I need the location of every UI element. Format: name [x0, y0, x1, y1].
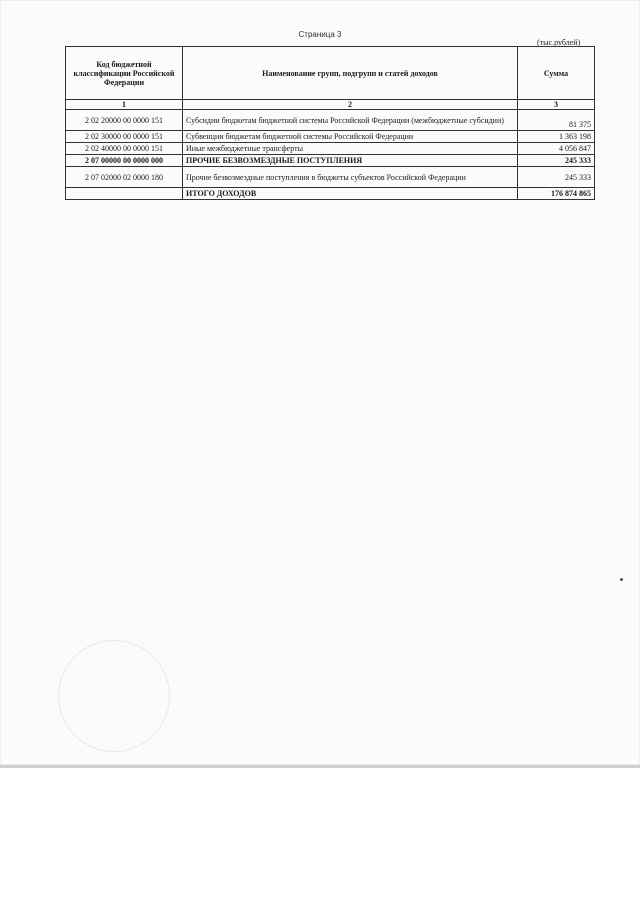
total-row — [66, 188, 595, 200]
row-name: Прочие безвозмездные поступления в бюджеты субъектов Российской Федерации — [183, 167, 518, 188]
row-sum: 81 375 — [518, 110, 595, 131]
header-code: Код бюджетной классификации Российской Федерации — [66, 47, 183, 100]
table-row — [66, 155, 595, 167]
row-sum: 1 363 198 — [518, 131, 595, 143]
row-code: 2 07 02000 02 0000 180 — [66, 167, 183, 188]
column-number: 2 — [183, 100, 518, 110]
table-row — [66, 143, 595, 155]
page-label: Страница 3 — [298, 30, 342, 39]
scan-speck — [620, 578, 623, 581]
total-sum: 176 874 865 — [518, 188, 595, 200]
row-name: Иные межбюджетные трансферты — [183, 143, 518, 155]
row-sum: 245 333 — [518, 155, 595, 167]
row-code: 2 02 40000 00 0000 151 — [66, 143, 183, 155]
table-row — [66, 131, 595, 143]
total-name: ИТОГО ДОХОДОВ — [183, 188, 518, 200]
faint-stamp — [58, 640, 170, 752]
row-sum: 245 333 — [518, 167, 595, 188]
row-name: ПРОЧИЕ БЕЗВОЗМЕЗДНЫЕ ПОСТУПЛЕНИЯ — [183, 155, 518, 167]
row-code: 2 07 00000 00 0000 000 — [66, 155, 183, 167]
row-code: 2 02 20000 00 0000 151 — [66, 110, 183, 131]
header-name: Наименование групп, подгрупп и статей доходов — [183, 47, 518, 100]
table-row — [66, 167, 595, 188]
header-sum: Сумма — [518, 47, 595, 100]
row-name: Субвенции бюджетам бюджетной системы Российской Федерации — [183, 131, 518, 143]
column-number: 1 — [66, 100, 183, 110]
table-row — [66, 110, 595, 131]
table-header-row — [66, 47, 595, 100]
row-code: 2 02 30000 00 0000 151 — [66, 131, 183, 143]
row-sum: 4 056 847 — [518, 143, 595, 155]
total-code — [66, 188, 183, 200]
column-number-row — [66, 100, 595, 110]
column-number: 3 — [518, 100, 595, 110]
units-label: (тыс.рублей) — [537, 38, 581, 47]
revenue-table — [65, 46, 595, 200]
row-name: Субсидии бюджетам бюджетной системы Российской Федерации (межбюджетные субсидии) — [183, 110, 518, 131]
